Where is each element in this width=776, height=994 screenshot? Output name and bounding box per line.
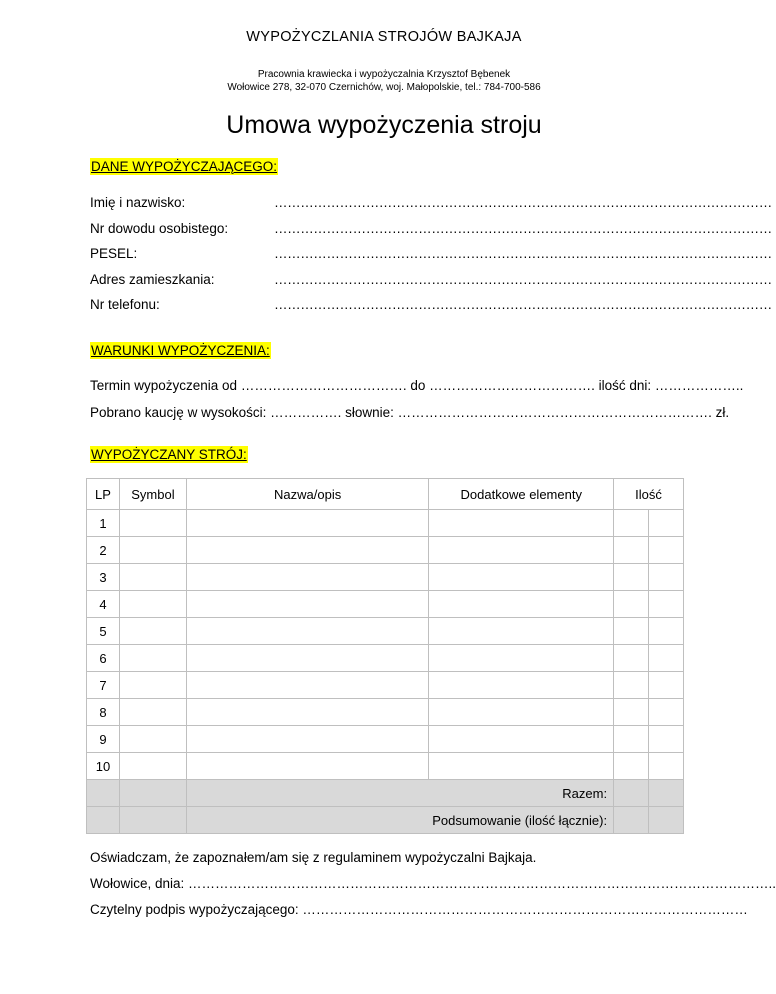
place-date-line[interactable]: Wołowice, dnia: ………………………………………………………………………………………………………………….. [90, 876, 776, 891]
costume-section-heading: WYPOŻYCZANY STRÓJ: [91, 447, 247, 462]
row-number: 5 [87, 618, 120, 645]
qty-cell-2[interactable] [649, 726, 684, 753]
costume-table [86, 478, 684, 834]
table-row [87, 726, 684, 753]
extra-cell[interactable] [429, 753, 614, 780]
renter-section-heading: DANE WYPOŻYCZAJĄCEGO: [91, 159, 278, 174]
signature-line[interactable]: Czytelny podpis wypożyczającego: ……………………………………………………………………………………… [90, 902, 748, 917]
row-number: 10 [87, 753, 120, 780]
field-label-id: Nr dowodu osobistego: [90, 221, 229, 236]
deposit-line[interactable]: Pobrano kaucję w wysokości: ……………. słownie: ……………………………………………………………. zł. [90, 405, 730, 420]
symbol-cell[interactable] [119, 726, 186, 753]
symbol-cell[interactable] [119, 564, 186, 591]
row-number: 1 [87, 510, 120, 537]
col-header-name: Nazwa/opis [186, 479, 429, 510]
shaded-cell [649, 807, 684, 834]
qty-cell[interactable] [614, 510, 649, 537]
table-row [87, 591, 684, 618]
table-row [87, 510, 684, 537]
company-name: WYPOŻYCZLANIA STROJÓW BAJKAJA [246, 29, 522, 45]
qty-cell[interactable] [614, 645, 649, 672]
table-row [87, 537, 684, 564]
name-cell[interactable] [186, 645, 429, 672]
shaded-cell [119, 807, 186, 834]
table-row [87, 753, 684, 780]
col-header-symbol: Symbol [119, 479, 186, 510]
field-label-phone: Nr telefonu: [90, 297, 160, 312]
qty-cell-2[interactable] [649, 699, 684, 726]
qty-cell-2[interactable] [649, 753, 684, 780]
row-number: 8 [87, 699, 120, 726]
row-number: 6 [87, 645, 120, 672]
row-number: 2 [87, 537, 120, 564]
row-number: 3 [87, 564, 120, 591]
total-qty-cell[interactable] [614, 780, 649, 807]
table-row [87, 672, 684, 699]
col-header-extra: Dodatkowe elementy [429, 479, 614, 510]
document-title: Umowa wypożyczenia stroju [226, 111, 542, 139]
qty-cell-2[interactable] [649, 618, 684, 645]
symbol-cell[interactable] [119, 537, 186, 564]
symbol-cell[interactable] [119, 591, 186, 618]
name-cell[interactable] [186, 510, 429, 537]
summary-row [87, 807, 684, 834]
symbol-cell[interactable] [119, 510, 186, 537]
symbol-cell[interactable] [119, 645, 186, 672]
field-label-name: Imię i nazwisko: [90, 195, 186, 210]
extra-cell[interactable] [429, 537, 614, 564]
symbol-cell[interactable] [119, 753, 186, 780]
table-row [87, 564, 684, 591]
name-cell[interactable] [186, 537, 429, 564]
symbol-cell[interactable] [119, 618, 186, 645]
symbol-cell[interactable] [119, 699, 186, 726]
qty-cell-2[interactable] [649, 591, 684, 618]
qty-cell[interactable] [614, 726, 649, 753]
total-row [87, 780, 684, 807]
summary-label: Podsumowanie (ilość łącznie): [186, 807, 613, 834]
field-dots-address[interactable]: …………………………………………………………………………………………………… [274, 272, 772, 287]
shaded-cell [649, 780, 684, 807]
field-dots-name[interactable]: …………………………………………………………………………………………………… [274, 195, 772, 210]
name-cell[interactable] [186, 564, 429, 591]
qty-cell[interactable] [614, 618, 649, 645]
extra-cell[interactable] [429, 618, 614, 645]
extra-cell[interactable] [429, 645, 614, 672]
field-dots-id[interactable]: …………………………………………………………………………………………………… [274, 221, 772, 236]
field-label-pesel: PESEL: [90, 246, 138, 261]
qty-cell[interactable] [614, 564, 649, 591]
shaded-cell [119, 780, 186, 807]
field-label-address: Adres zamieszkania: [90, 272, 215, 287]
qty-cell-2[interactable] [649, 564, 684, 591]
shaded-cell [87, 780, 120, 807]
table-row [87, 618, 684, 645]
col-header-lp: LP [87, 479, 120, 510]
qty-cell-2[interactable] [649, 645, 684, 672]
name-cell[interactable] [186, 591, 429, 618]
qty-cell-2[interactable] [649, 510, 684, 537]
table-header-row [87, 479, 684, 510]
extra-cell[interactable] [429, 699, 614, 726]
total-label: Razem: [186, 780, 613, 807]
row-number: 7 [87, 672, 120, 699]
qty-cell[interactable] [614, 753, 649, 780]
qty-cell[interactable] [614, 591, 649, 618]
extra-cell[interactable] [429, 510, 614, 537]
name-cell[interactable] [186, 672, 429, 699]
symbol-cell[interactable] [119, 672, 186, 699]
table-row [87, 699, 684, 726]
qty-cell[interactable] [614, 672, 649, 699]
name-cell[interactable] [186, 699, 429, 726]
company-address: Wołowice 278, 32-070 Czernichów, woj. Małopolskie, tel.: 784-700-586 [227, 82, 541, 93]
extra-cell[interactable] [429, 672, 614, 699]
shaded-cell [87, 807, 120, 834]
name-cell[interactable] [186, 726, 429, 753]
field-dots-phone[interactable]: …………………………………………………………………………………………………… [274, 297, 772, 312]
extra-cell[interactable] [429, 564, 614, 591]
regulations-statement: Oświadczam, że zapoznałem/am się z regulaminem wypożyczalni Bajkaja. [90, 850, 537, 865]
name-cell[interactable] [186, 618, 429, 645]
col-header-qty: Ilość [614, 479, 684, 510]
qty-cell-2[interactable] [649, 537, 684, 564]
terms-section-heading: WARUNKI WYPOŻYCZENIA: [91, 343, 270, 358]
company-subtitle: Pracownia krawiecka i wypożyczalnia Krzysztof Bębenek [257, 69, 511, 80]
extra-cell[interactable] [429, 591, 614, 618]
row-number: 4 [87, 591, 120, 618]
qty-cell[interactable] [614, 699, 649, 726]
summary-qty-cell[interactable] [614, 807, 649, 834]
table-row [87, 645, 684, 672]
rental-period-line[interactable]: Termin wypożyczenia od ………………………………. do ………………………………. ilość dni: ……………….. [90, 378, 744, 393]
row-number: 9 [87, 726, 120, 753]
qty-cell-2[interactable] [649, 672, 684, 699]
name-cell[interactable] [186, 753, 429, 780]
field-dots-pesel[interactable]: …………………………………………………………………………………………………… [274, 246, 772, 261]
qty-cell[interactable] [614, 537, 649, 564]
extra-cell[interactable] [429, 726, 614, 753]
